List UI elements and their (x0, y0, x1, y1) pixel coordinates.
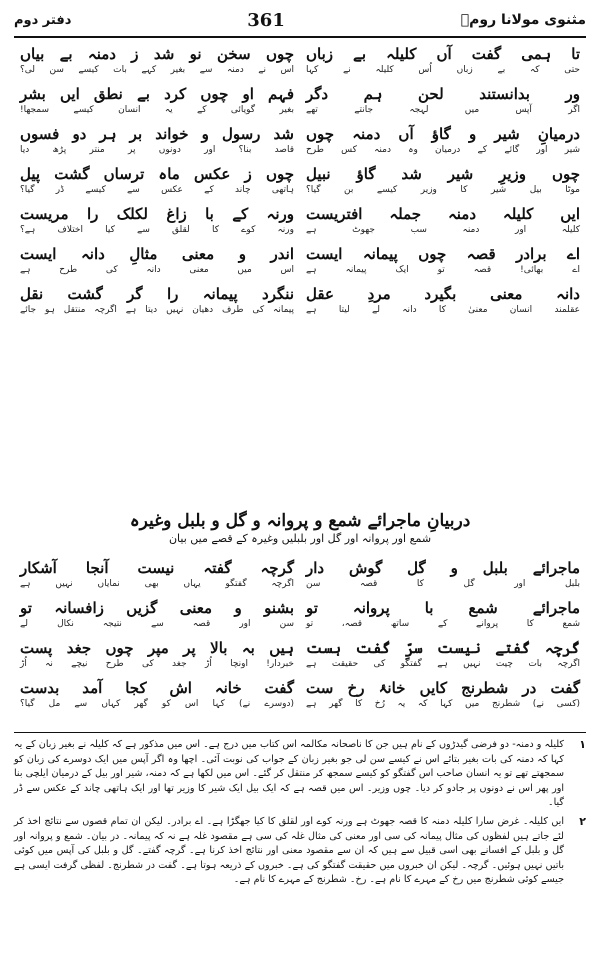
verse-left: گرچہ گفتہ نیست آنجا آشکار (20, 559, 294, 577)
verse-right: ور بدانستند لحن ہم دگر (306, 85, 580, 103)
volume-label: دفتر دوم (14, 12, 72, 28)
gloss-right: اگر آپس میں لہجہ جانتے تھے (306, 105, 580, 115)
gloss-right: شمع کا پروانے کے ساتھ قصہ، تو (306, 619, 580, 629)
couplet (14, 120, 586, 160)
couplet (14, 160, 586, 200)
gloss-right: کلیلہ اور دمنہ سب جھوٹ ہے (306, 225, 580, 235)
footnote (14, 815, 586, 888)
verse-right: گفت در شطرنج کایں خانۂ رخ ست (306, 679, 580, 697)
couplet (14, 80, 586, 120)
verse-right: اے برادر قصہ چوں پیمانہ ایست (306, 245, 580, 263)
couplet (14, 200, 586, 240)
footnote-mark: ۱ (579, 738, 586, 751)
verse-left: فہم او چوں کرد بے نطق ایں بشر (20, 85, 294, 103)
footnote (14, 738, 586, 811)
verse-left: ہیں بہ بالا پر مپر چوں جغد پست (20, 639, 294, 657)
footnotes (14, 738, 586, 892)
gloss-right: موٹا بیل شیر کا وزیر کیسے بن گیا؟ (306, 185, 580, 195)
verse-left: بشنو و معنی گزیں زافسانہ تو (20, 599, 294, 617)
verse-right: درمیانِ شیر و گاؤ آں دمنہ چوں (306, 125, 580, 143)
gloss-right: حتی کہ بے زباں اُس کلیلہ نے کہا (306, 65, 580, 75)
verses-bottom (14, 554, 586, 714)
verse-left: چوں سخن نو شد ز دمنہ بے بیاں (20, 45, 294, 63)
page-number: 361 (247, 9, 285, 31)
verse-right: چوں وزیرِ شیر شد گاؤ نبیل (306, 165, 580, 183)
gloss-left: سن اور قصہ سے نتیجہ نکال لے (20, 619, 294, 629)
gloss-left: بغیر گویائی کے یہ انسان کیسے سمجھا! (20, 105, 294, 115)
gloss-right: بلبل اور گل کا قصہ سن (306, 579, 580, 589)
gloss-left: خبردار! اونچا اُڑ جغد کی طرح نیچے نہ اُڑ (20, 659, 294, 669)
gloss-left: اس نے دمنہ سے بغیر کہے بات کیسے سن لی؟ (20, 65, 294, 75)
footnote-mark: ۲ (579, 814, 586, 828)
footnote-text: ایں کلیلہ۔ غرض سارا کلیلہ دمنہ کا قصہ جھوٹ ہے ورنہ کوے اور لقلق کا کیا جھگڑا ہے۔ اے برادر۔ لیکن ان تمام قصوں سے نتائج اخذ کر لئے جاتے ہیں لفظوں کی مثال پیمانہ کی سی اور معنی کی مثال غلہ کی سی ہے مقصود غلہ ہے نہ کہ پیمانہ۔ در بیان۔ شمع و پروانہ اور گل و بلبل کے افسانے بھی اسی قبیل سے ہیں کہ ان سے مقصود معنی اور نتائج اخذ کرنا ہے۔ گرچہ گفتے۔ گل و بلبل کی آپس میں کوئی باتیں نہیں ہوئیں۔ گرچہ۔ لیکن ان خبروں میں حقیقت گفتگو کی ہے۔ خبروں کے ذریعہ ہوتا ہے۔ گفت در شطرنج۔ لفظی گرفت ایسی ہے جیسے کوئی شطرنج میں رخ کے مہرے کا نام ہے۔ رخ۔ شطرنج کے مہرے کا نام ہے۔ (14, 815, 564, 886)
gloss-left: اگرچہ گفتگو یہاں بھی نمایاں نہیں ہے (20, 579, 294, 589)
verse-left: اندر و معنی مثالِ دانہ ایست (20, 245, 294, 263)
gloss-left: پیمانہ کی طرف دھیان نہیں دیتا ہے اگرچہ منتقل ہو جائے (20, 305, 294, 315)
gloss-right: عقلمند انسان معنیٰ کا دانہ لے لیتا ہے (306, 305, 580, 315)
couplet (14, 40, 586, 80)
verse-left: گفت خانہ اش کجا آمد بدست (20, 679, 294, 697)
gloss-left: (دوسرے نے) کہا اس کو گھر کہاں سے مل گیا؟ (20, 699, 294, 709)
verses-top (14, 40, 586, 320)
couplet (14, 674, 586, 714)
gloss-left: اس میں معنی دانہ کی طرح ہے (20, 265, 294, 275)
couplet (14, 594, 586, 634)
gloss-left: ورنہ کوے کا لقلق سے کیا اختلاف ہے؟ (20, 225, 294, 235)
gloss-right: اگرچہ بات چیت نہیں ہے گفتگو کی حقیقت ہے (306, 659, 580, 669)
section-title: دربیانِ ماجرائے شمع و پروانہ و گل و بلبل وغیرہ (129, 511, 471, 531)
verse-left: چوں ز عکس ماہ ترساں گشت پیل (20, 165, 294, 183)
verse-left: ورنہ کے با زاغ لکلک را مریست (20, 205, 294, 223)
gloss-right: شیر اور گائے کے درمیان وہ دمنہ کس طرح (306, 145, 580, 155)
gloss-left: قاصد بنا؟ اور دونوں پر منتر پڑھ دیا (20, 145, 294, 155)
verse-right: گرچہ گفتے نیست سرِّ گفت ہست (306, 639, 580, 657)
gloss-left: ہاتھی چاند کے عکس سے کیسے ڈر گیا؟ (20, 185, 294, 195)
verse-right: تا ہمی گفت آں کلیلہ بے زباں (306, 45, 580, 63)
footnote-divider (14, 732, 586, 733)
couplet (14, 634, 586, 674)
gloss-right: (کسی نے) شطرنج میں کہا کہ یہ رُخ کا گھر ہے (306, 699, 580, 709)
verse-left: شد رسول و خواند بر ہر دو فسوں (20, 125, 294, 143)
section-subtitle: شمع اور پروانہ اور گل اور بلبلیں وغیرہ کے قصے میں بیان (168, 532, 432, 545)
couplet (14, 280, 586, 320)
page-header (14, 4, 586, 38)
verse-left: ننگرد پیمانہ را گر گشت نقل (20, 285, 294, 303)
verse-right: دانہ معنی بگیرد مردِ عقل (306, 285, 580, 303)
verse-right: ماجرائے بلبل و گل گوش دار (306, 559, 580, 577)
footnote-text: کلیلہ و دمنہ- دو فرضی گیدڑوں کے نام ہیں جن کا ناصحانہ مکالمہ اس کتاب میں درج ہے۔ اس میں مذکور ہے کہ کلیلہ نے بغیر زبان کے یہ کہا کہ دمنہ کی بات بغیر بتائے اس نے کیسے سن لی جو بغیر زبان کے جواب کی نوبت آئی۔ اچھا وہ اگر آپس میں ایک دوسرے کی زبان کو سمجھتے تھے تو یہ انسان صاحب اس گفتگو کو کیسے سمجھ کر منتقل کر گئے۔ اس میں لکھا ہے کہ دمنہ، شیر اور بیل کے درمیان ایلچی بنا اور پھر اس نے دونوں پر جادو کر دیا۔ چوں وزیر۔ اس میں قصہ ہے کہ ایک بیل ایک شیر کا وزیر تھا اور ایک ہاتھی چاند کے عکس سے ڈر گیا۔ (14, 739, 564, 809)
couplet (14, 240, 586, 280)
verse-right: ایں کلیلہ دمنہ جملہ افتریست (306, 205, 580, 223)
book-title: مثنوی مولانا رومؒ (460, 12, 586, 28)
couplet (14, 554, 586, 594)
verse-right: ماجرائے شمع با پروانہ تو (306, 599, 580, 617)
section-heading (14, 508, 586, 548)
gloss-right: اے بھائی! قصہ تو ایک پیمانہ ہے (306, 265, 580, 275)
